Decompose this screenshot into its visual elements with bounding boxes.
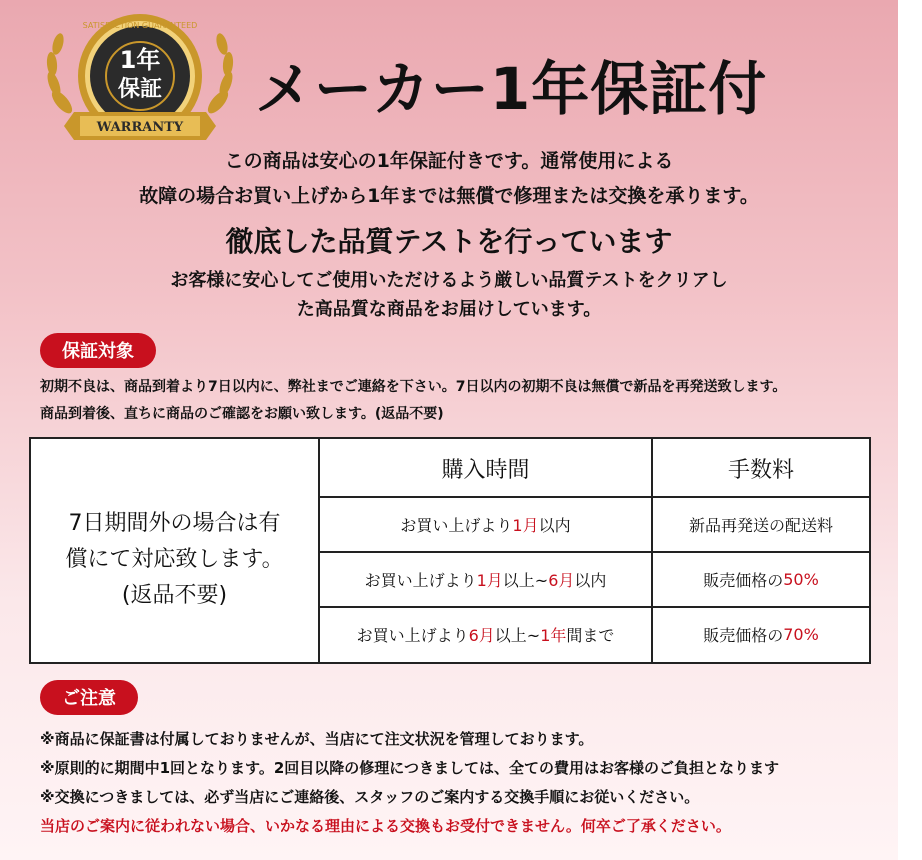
note-line-1: ※商品に保証書は付属しておりませんが、当店にて注文状況を管理しております。 xyxy=(40,730,594,748)
note-line-3: ※交換につきましては、必ず当店にご連絡後、スタッフのご案内する交換手順にお従いください。 xyxy=(40,788,700,806)
fee-cell-row-2 xyxy=(651,552,869,607)
intro-line-1: この商品は安心の1年保証付きです。通常使用による xyxy=(224,150,674,172)
out-of-period-line-3: (返品不要) xyxy=(121,582,228,608)
out-of-period-line-1: 7日期間外の場合は有 xyxy=(68,510,281,536)
badge-line2: 保証 xyxy=(117,77,163,102)
fee-table xyxy=(29,437,871,664)
period-cell-row-3 xyxy=(320,607,651,662)
cell-text: お買い上げより xyxy=(364,571,477,590)
cell-text: 以内 xyxy=(574,571,607,590)
fee-cell-row-1 xyxy=(651,497,869,552)
cell-text: 以上~ xyxy=(494,626,541,645)
quality-heading: 徹底した品質テストを行っています xyxy=(225,225,673,258)
cell-text: お買い上げより xyxy=(400,516,513,535)
cell-text: お買い上げより xyxy=(356,626,469,645)
cell-text: 以上~ xyxy=(502,571,549,590)
warranty-seal-badge xyxy=(40,4,240,164)
highlight-text: 6月 xyxy=(468,626,495,645)
fee-cell-row-3 xyxy=(651,607,869,662)
coverage-text-line-1: 初期不良は、商品到着より7日以内に、弊社までご連絡を下さい。7日以内の初期不良は無償で新品を再発送致します。 xyxy=(40,379,787,395)
period-cell-row-1 xyxy=(320,497,651,552)
coverage-text-line-2: 商品到着後、直ちに商品のご確認をお願い致します。(返品不要) xyxy=(40,406,444,422)
notes-label: ご注意 xyxy=(40,680,138,715)
out-of-period-line-2: 償にて対応致します。 xyxy=(65,546,284,572)
highlight-text: 6月 xyxy=(548,571,575,590)
header-fee: 手数料 xyxy=(651,439,869,497)
highlight-text: 1年 xyxy=(540,626,567,645)
note-line-4-warning: 当店のご案内に従われない場合、いかなる理由による交換もお受付できません。何卒ご了承ください。 xyxy=(40,817,731,835)
highlight-text: 70% xyxy=(783,625,819,644)
cell-text: 販売価格の xyxy=(703,626,784,645)
quality-text-line-1: お客様に安心してご使用いただけるよう厳しい品質テストをクリアし xyxy=(170,270,728,291)
out-of-period-cell xyxy=(31,439,320,662)
note-line-2: ※原則的に期間中1回となります。2回目以降の修理につきましては、全ての費用はお客様のご負担となります xyxy=(40,759,779,777)
period-cell-row-2 xyxy=(320,552,651,607)
cell-text: 新品再発送の配送料 xyxy=(688,516,833,535)
badge-ring-text: SATISFACTION GUARANTEED xyxy=(82,21,198,30)
cell-text: 間まで xyxy=(566,626,615,645)
intro-line-2: 故障の場合お買い上げから1年までは無償で修理または交換を承ります。 xyxy=(139,185,759,207)
highlight-text: 1月 xyxy=(476,571,503,590)
highlight-text: 1月 xyxy=(512,516,539,535)
right-margin xyxy=(898,0,922,860)
page-title: メーカー1年保証付 xyxy=(255,55,768,123)
warranty-coverage-label: 保証対象 xyxy=(40,333,156,368)
badge-line1: 1年 xyxy=(119,46,161,74)
badge-ribbon-text: WARRANTY xyxy=(96,120,184,135)
highlight-text: 50% xyxy=(783,570,819,589)
cell-text: 以内 xyxy=(538,516,571,535)
quality-text-line-2: た高品質な商品をお届けしています。 xyxy=(296,299,602,320)
cell-text: 販売価格の xyxy=(703,571,784,590)
header-purchase-period: 購入時間 xyxy=(441,457,530,483)
